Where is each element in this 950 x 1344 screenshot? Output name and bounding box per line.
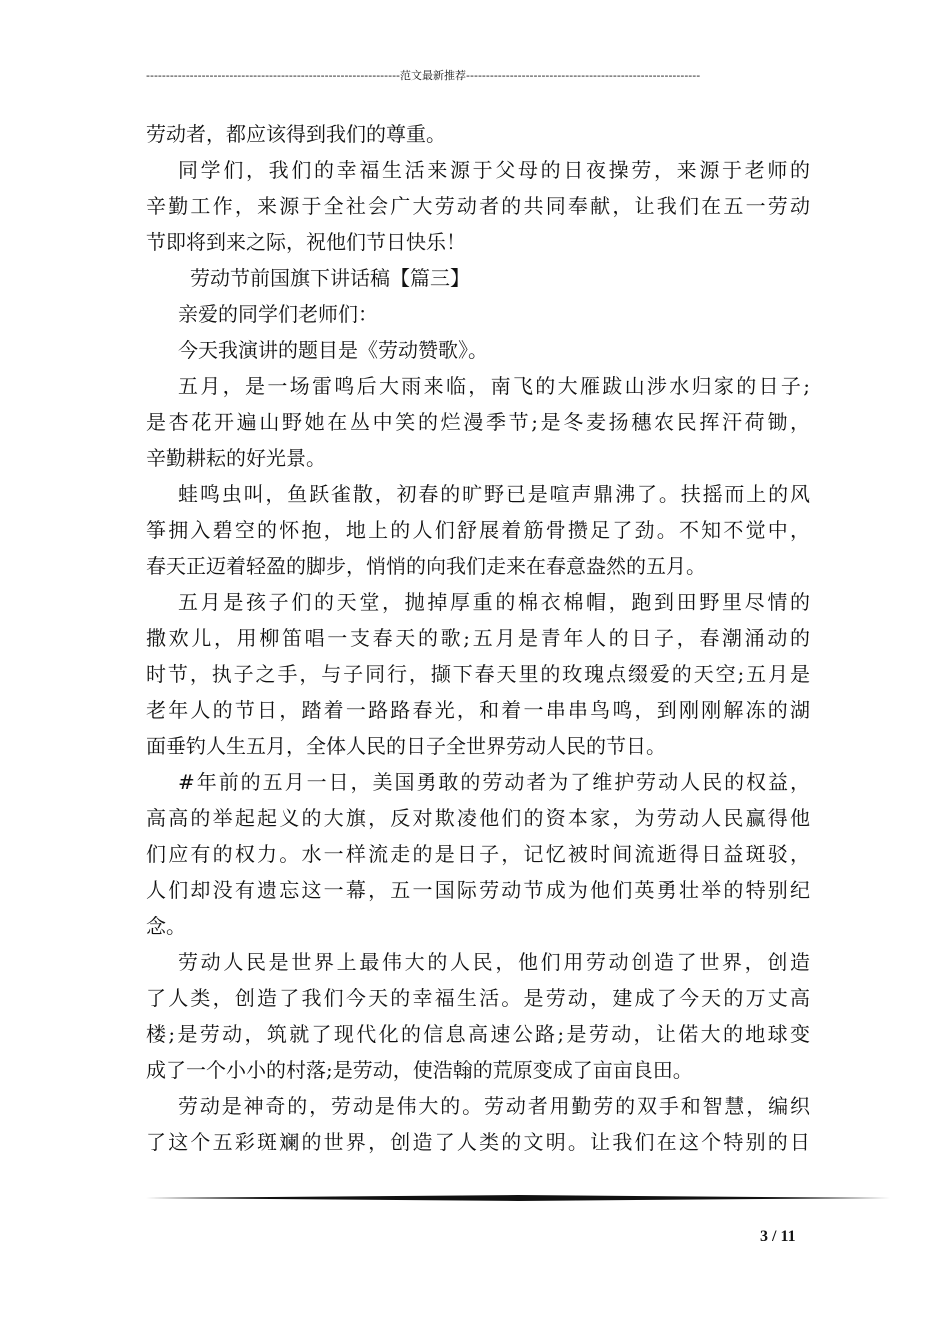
body-line: 们应有的权力。水一样流走的是日子，记忆被时间流逝得日益斑驳， [146, 842, 810, 866]
section-heading: 劳动节前国旗下讲话稿【篇三】 [190, 266, 470, 290]
body-line: 蛙鸣虫叫，鱼跃雀散，初春的旷野已是喧声鼎沸了。扶摇而上的风 [178, 482, 810, 506]
body-line: 老年人的节日，踏着一路路春光，和着一串串鸟鸣，到刚刚解冻的湖 [146, 698, 810, 722]
body-line: 五月，是一场雷鸣后大雨来临，南飞的大雁跋山涉水归家的日子; [178, 374, 810, 398]
page-header: ----------------------------------------------------------------范文最新推荐----------------------------------------------------------- [146, 69, 701, 82]
body-line: 念。 [146, 914, 186, 938]
body-line: 筝拥入碧空的怀抱，地上的人们舒展着筋骨攒足了劲。不知不觉中， [146, 518, 810, 542]
body-line: 今天我演讲的题目是《劳动赞歌》。 [178, 338, 488, 362]
body-line: 辛勤耕耘的好光景。 [146, 446, 326, 470]
body-line: 节即将到来之际，祝他们节日快乐！ [146, 230, 466, 254]
body-line: 劳动人民是世界上最伟大的人民，他们用劳动创造了世界，创造 [178, 950, 810, 974]
body-line: 是杏花开遍山野她在丛中笑的烂漫季节;是冬麦扬穗农民挥汗荷锄， [146, 410, 810, 434]
body-line: 五月是孩子们的天堂，抛掉厚重的棉衣棉帽，跑到田野里尽情的 [178, 590, 810, 614]
body-line: 亲爱的同学们老师们： [178, 302, 378, 326]
page-number: 3 / 11 [760, 1228, 796, 1245]
body-line: 高高的举起起义的大旗，反对欺凌他们的资本家，为劳动人民赢得他 [146, 806, 810, 830]
body-line: #年前的五月一日，美国勇敢的劳动者为了维护劳动人民的权益， [178, 770, 810, 794]
body-line: 辛勤工作，来源于全社会广大劳动者的共同奉献，让我们在五一劳动 [146, 194, 810, 218]
body-line: 成了一个小小的村落;是劳动，使浩翰的荒原变成了亩亩良田。 [146, 1058, 693, 1082]
body-line: 同学们，我们的幸福生活来源于父母的日夜操劳，来源于老师的 [178, 158, 810, 182]
body-line: 了这个五彩斑斓的世界，创造了人类的文明。让我们在这个特别的日 [146, 1130, 810, 1154]
body-line: 劳动是神奇的，劳动是伟大的。劳动者用勤劳的双手和智慧，编织 [178, 1094, 810, 1118]
body-line: 人们却没有遗忘这一幕，五一国际劳动节成为他们英勇壮举的特别纪 [146, 878, 810, 902]
footer-rule [146, 1195, 890, 1201]
body-line: 春天正迈着轻盈的脚步，悄悄的向我们走来在春意盎然的五月。 [146, 554, 706, 578]
document-body [146, 116, 810, 1160]
body-line: 时节，执子之手，与子同行，撷下春天里的玫瑰点缀爱的天空;五月是 [146, 662, 810, 686]
body-line: 劳动者，都应该得到我们的尊重。 [146, 122, 446, 146]
body-line: 面垂钓人生五月，全体人民的日子全世界劳动人民的节日。 [146, 734, 666, 758]
body-line: 楼;是劳动，筑就了现代化的信息高速公路;是劳动，让偌大的地球变 [146, 1022, 810, 1046]
body-line: 撒欢儿，用柳笛唱一支春天的歌;五月是青年人的日子，春潮涌动的 [146, 626, 810, 650]
body-line: 了人类，创造了我们今天的幸福生活。是劳动，建成了今天的万丈高 [146, 986, 810, 1010]
